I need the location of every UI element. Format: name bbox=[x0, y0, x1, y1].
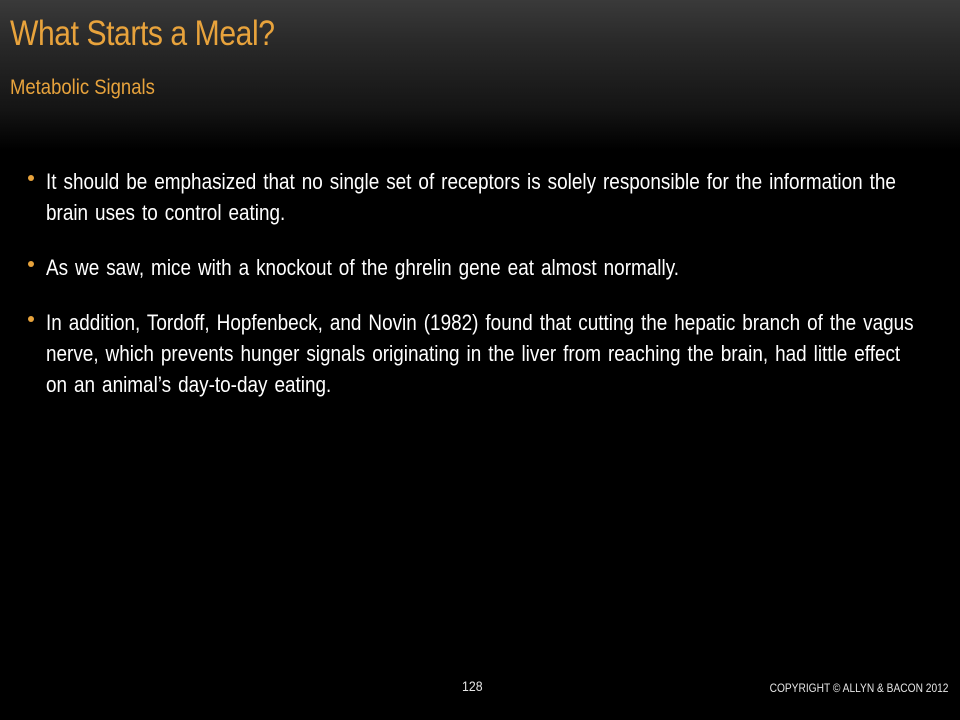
slide-title: What Starts a Meal? bbox=[10, 14, 275, 53]
bullet-dot-icon bbox=[28, 316, 34, 322]
page-number: 128 bbox=[462, 678, 483, 694]
bullet-item bbox=[0, 307, 960, 400]
bullet-text: It should be emphasized that no single set of receptors is solely responsible for the information the brain uses to control eating. bbox=[46, 169, 896, 225]
bullet-dot-icon bbox=[28, 175, 34, 181]
bullet-list bbox=[0, 166, 960, 424]
slide-subtitle: Metabolic Signals bbox=[10, 76, 155, 99]
bullet-text: In addition, Tordoff, Hopfenbeck, and Novin (1982) found that cutting the hepatic branch of the vagus nerve, which prevents hunger signals originating in the liver from reaching the brain, had little effect on an animal’s day-to-day eating. bbox=[46, 310, 914, 397]
bullet-dot-icon bbox=[28, 261, 34, 267]
copyright-notice: COPYRIGHT © ALLYN & BACON 2012 bbox=[769, 681, 948, 695]
bullet-item bbox=[0, 166, 960, 228]
bullet-text: As we saw, mice with a knockout of the ghrelin gene eat almost normally. bbox=[46, 255, 680, 280]
bullet-item bbox=[0, 252, 960, 283]
